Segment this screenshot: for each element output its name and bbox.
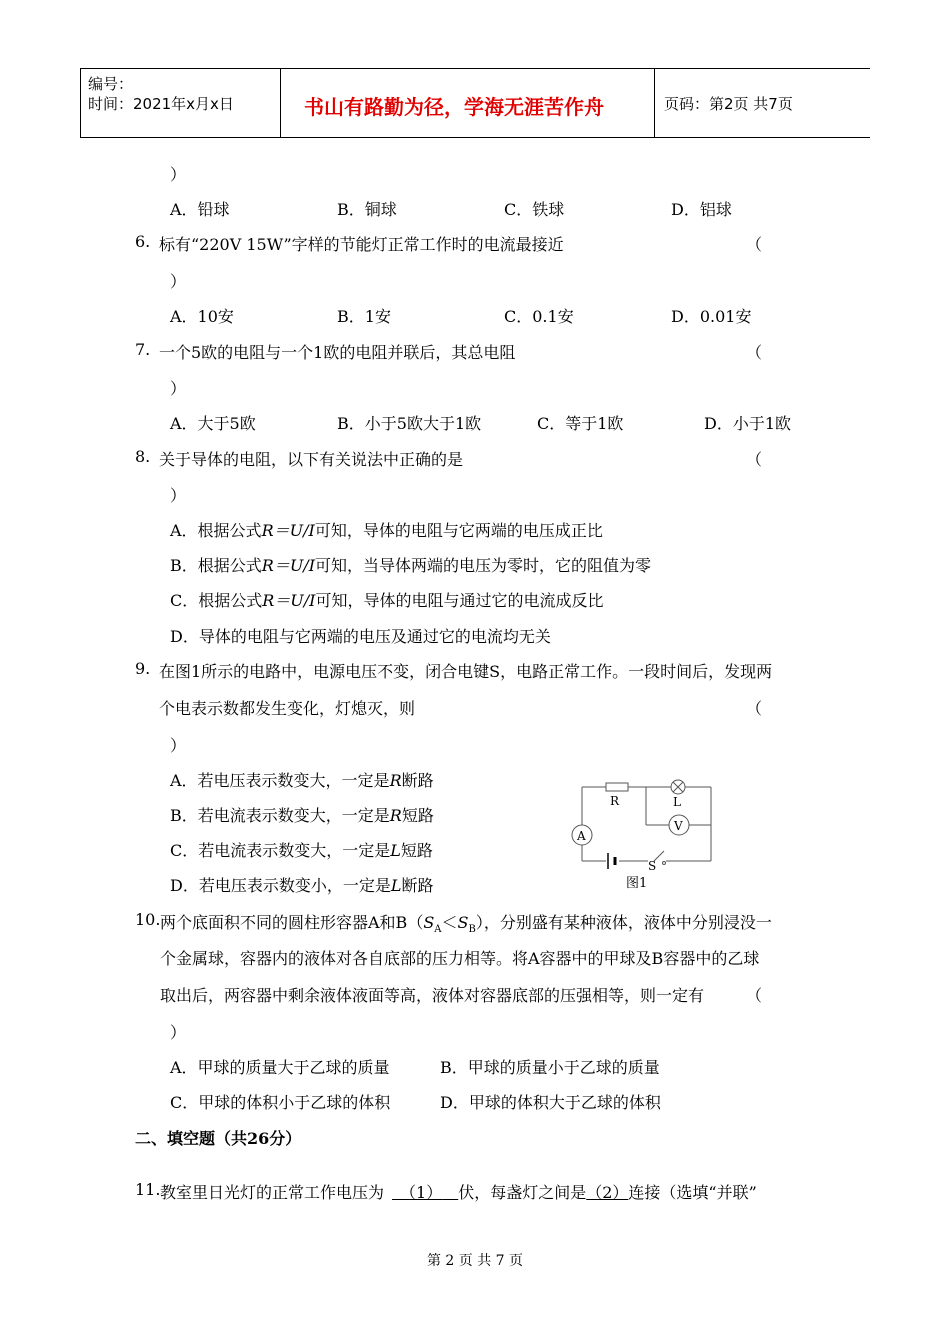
q8-open-paren: （ xyxy=(746,450,763,469)
option-prefix: A．若电压表示数变大，一定是 xyxy=(170,771,390,790)
option-prefix: C．根据公式 xyxy=(170,591,263,610)
formula: R＝U/I xyxy=(262,591,316,610)
q11-number: 11. xyxy=(135,1180,161,1199)
ammeter-label: A xyxy=(577,829,586,843)
subscript: B xyxy=(468,924,476,936)
q10-text-line2: 个金属球，容器内的液体对各自底部的压力相等。将A容器中的甲球及B容器中的乙球 xyxy=(160,949,760,968)
option-prefix: B．若电流表示数变大，一定是 xyxy=(170,806,390,825)
q5-close-paren: ） xyxy=(170,165,187,184)
variable: S xyxy=(457,913,469,932)
q10-option-a: A．甲球的质量大于乙球的质量 xyxy=(170,1058,390,1077)
q8-option-d: D．导体的电阻与它两端的电压及通过它的电流均无关 xyxy=(170,627,551,646)
q6-option-d: D．0.01安 xyxy=(671,307,752,326)
circuit-diagram xyxy=(566,775,726,895)
q8-option-b xyxy=(170,553,651,576)
formula: R＝U/I xyxy=(261,521,315,540)
text-segment: 教室里日光灯的正常工作电压为 xyxy=(160,1183,385,1202)
subscript: A xyxy=(434,924,442,936)
switch-label: S xyxy=(648,859,657,873)
q7-close-paren: ） xyxy=(170,379,187,398)
section-title: 二、填空题（共26分） xyxy=(135,1129,302,1148)
page-footer: 第 2 页 共 7 页 xyxy=(426,1253,524,1269)
variable: S xyxy=(423,913,435,932)
q10-option-b: B．甲球的质量小于乙球的质量 xyxy=(440,1058,660,1077)
q5-option-a: A．铅球 xyxy=(170,200,230,219)
blank-label: （2） xyxy=(586,1183,629,1202)
q9-text-line1: 在图1所示的电路中，电源电压不变，闭合电键S，电路正常工作。一段时间后，发现两 xyxy=(159,662,773,681)
option-prefix: B．根据公式 xyxy=(170,556,262,575)
blank-1[interactable] xyxy=(392,1183,458,1202)
q7-option-a: A．大于5欧 xyxy=(170,414,256,433)
blank-2[interactable] xyxy=(586,1183,628,1202)
option-text: 可知，当导体两端的电压为零时，它的阻值为零 xyxy=(315,556,652,575)
q8-text: 关于导体的电阻，以下有关说法中正确的是 xyxy=(159,450,464,469)
q6-open-paren: （ xyxy=(746,235,763,254)
q7-option-c: C．等于1欧 xyxy=(537,414,624,433)
q9-open-paren: （ xyxy=(746,699,763,718)
q8-close-paren: ） xyxy=(170,486,187,505)
q7-option-b: B．小于5欧大于1欧 xyxy=(337,414,482,433)
q6-option-b: B．1安 xyxy=(337,307,391,326)
header-divider xyxy=(80,69,81,137)
q10-text-line3: 取出后，两容器中剩余液体液面等高，液体对容器底部的压强相等，则一定有 xyxy=(160,986,705,1005)
q10-option-c: C．甲球的体积小于乙球的体积 xyxy=(170,1093,391,1112)
q10-number: 10. xyxy=(135,910,161,929)
header-divider xyxy=(654,69,655,137)
formula: R＝U/I xyxy=(261,556,316,575)
q9-option-d xyxy=(170,873,433,896)
page-info: 页码：第2页 共7页 xyxy=(664,95,793,113)
q9-option-b xyxy=(170,803,434,826)
q5-option-c: C．铁球 xyxy=(504,200,565,219)
q9-text-line2: 个电表示数都发生变化，灯熄灭，则 xyxy=(159,699,416,718)
q8-number: 8. xyxy=(135,447,151,466)
option-prefix: C．若电流表示数变大，一定是 xyxy=(170,841,391,860)
q6-option-c: C．0.1安 xyxy=(504,307,574,326)
doc-number-label: 编号： xyxy=(88,75,134,93)
q5-option-d: D．铝球 xyxy=(671,200,732,219)
blank-label: （1） xyxy=(400,1183,443,1202)
q7-text: 一个5欧的电阻与一个1欧的电阻并联后，其总电阻 xyxy=(159,343,516,362)
header-divider xyxy=(280,69,281,137)
page-header xyxy=(80,68,870,138)
text-segment: 连接（选填“并联” xyxy=(628,1183,757,1202)
resistor xyxy=(606,783,628,791)
resistor-label: R xyxy=(610,794,620,808)
q10-open-paren: （ xyxy=(746,986,763,1005)
q9-option-a xyxy=(170,768,434,791)
switch-contact xyxy=(663,862,666,865)
q6-close-paren: ） xyxy=(170,272,187,291)
q7-option-d: D．小于1欧 xyxy=(704,414,792,433)
text-segment: 伏，每盏灯之间是 xyxy=(458,1183,587,1202)
q5-option-b: B．铜球 xyxy=(337,200,397,219)
option-text: 可知，导体的电阻与通过它的电流成反比 xyxy=(315,591,604,610)
q8-option-c xyxy=(170,588,604,611)
variable: L xyxy=(390,876,402,895)
voltmeter-label: V xyxy=(674,819,683,833)
option-text: 断路 xyxy=(401,876,434,895)
text-segment: 两个底面积不同的圆柱形容器A和B（ xyxy=(160,913,424,932)
q10-option-d: D．甲球的体积大于乙球的体积 xyxy=(440,1093,661,1112)
q10-text-line1 xyxy=(160,910,772,935)
variable: R xyxy=(389,771,402,790)
q9-number: 9. xyxy=(135,659,151,678)
q7-open-paren: （ xyxy=(746,343,763,362)
q10-close-paren: ） xyxy=(170,1023,187,1042)
option-text: 短路 xyxy=(401,806,434,825)
figure-caption: 图1 xyxy=(626,876,648,891)
option-text: 断路 xyxy=(401,771,434,790)
variable: L xyxy=(390,841,401,860)
option-text: 短路 xyxy=(400,841,433,860)
text-segment: ），分别盛有某种液体，液体中分别浸没一 xyxy=(475,913,772,932)
q7-number: 7. xyxy=(135,340,151,359)
q9-option-c xyxy=(170,838,433,861)
q6-option-a: A．10安 xyxy=(170,307,234,326)
doc-date-label: 时间：2021年x月x日 xyxy=(88,95,234,113)
option-text: 可知，导体的电阻与它两端的电压成正比 xyxy=(314,521,603,540)
option-prefix: D．若电压表示数变小，一定是 xyxy=(170,876,391,895)
q6-text: 标有“220V 15W”字样的节能灯正常工作时的电流最接近 xyxy=(159,235,564,254)
variable: R xyxy=(389,806,402,825)
option-prefix: A．根据公式 xyxy=(170,521,262,540)
q8-option-a xyxy=(170,518,603,541)
q11-text xyxy=(160,1180,757,1203)
lamp-label: L xyxy=(673,795,681,809)
q6-number: 6. xyxy=(135,232,151,251)
q9-close-paren: ） xyxy=(170,736,187,755)
less-than: ＜ xyxy=(441,913,458,932)
header-motto: 书山有路勤为径，学海无涯苦作舟 xyxy=(304,95,604,119)
